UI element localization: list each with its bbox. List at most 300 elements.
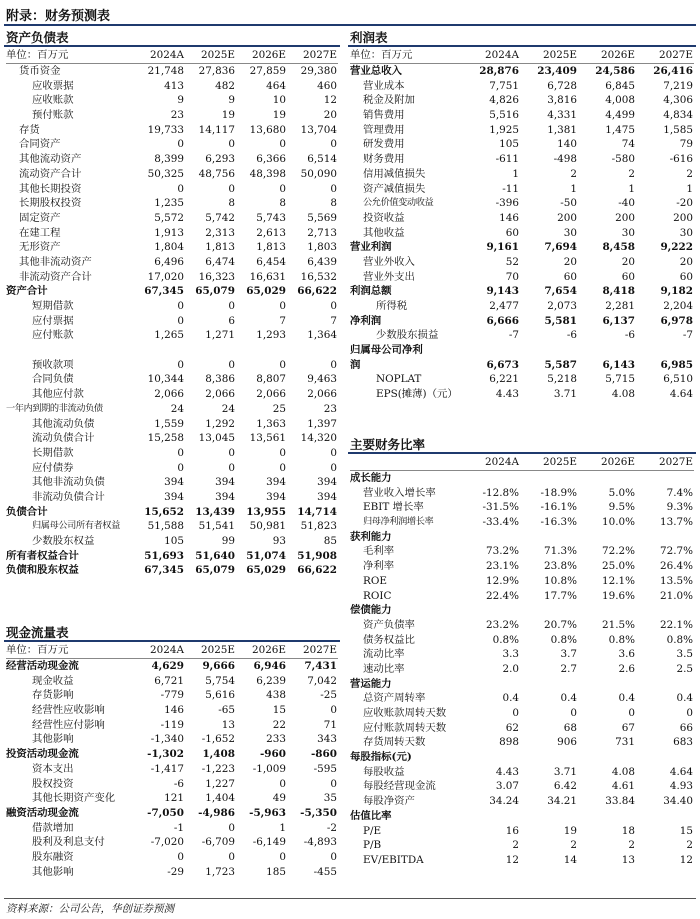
cell-value: 9,182	[660, 285, 693, 298]
table-row	[6, 806, 338, 821]
cell-value: 14,320	[300, 432, 337, 445]
cell-value: 14	[563, 853, 577, 866]
row-label: 每股净资产	[363, 795, 415, 808]
table-row	[6, 372, 338, 387]
cell-value: 66,622	[297, 564, 337, 577]
cell-value: -4,893	[303, 836, 337, 849]
cell-value: 67	[621, 721, 635, 734]
cell-value: -455	[313, 865, 337, 878]
year-header: 2027E	[287, 643, 338, 658]
cell-value: -4,986	[198, 806, 235, 819]
table-row	[350, 529, 694, 544]
cell-value: 19	[563, 824, 577, 837]
cell-value: 8,386	[205, 373, 235, 386]
cell-value	[578, 529, 636, 544]
cell-value: 67,345	[144, 285, 184, 298]
row-label: ROIC	[363, 589, 392, 602]
table-row	[350, 485, 694, 500]
cell-value: 1	[279, 821, 286, 834]
cell-value: 0	[177, 461, 184, 474]
cell-value: -1,417	[150, 762, 184, 775]
table-row	[6, 504, 338, 519]
cell-value: -1,302	[147, 748, 184, 761]
row-label: 存货影响	[32, 689, 74, 702]
table-row	[350, 269, 694, 284]
cell-value: 49	[272, 792, 286, 805]
header-row	[6, 643, 338, 658]
row-label: 流动负债合计	[32, 432, 95, 445]
cell-value: 0	[177, 358, 184, 371]
cell-value: 5,572	[154, 211, 184, 224]
cell-value: -29	[167, 865, 184, 878]
cell-value: 19	[221, 109, 235, 122]
row-label: 资产负债率	[363, 618, 415, 631]
cell-value: 0	[279, 138, 286, 151]
cell-value: 3.71	[553, 765, 577, 778]
cell-value: 71.3%	[543, 545, 577, 558]
table-row	[350, 853, 694, 868]
cell-value: 394	[266, 476, 286, 489]
cell-value: 1	[512, 167, 519, 180]
cell-value: 14,117	[198, 123, 235, 136]
cell-value	[636, 603, 694, 618]
cell-value: 51,074	[246, 549, 286, 562]
table-row	[6, 402, 338, 417]
cell-value	[578, 750, 636, 765]
cell-value	[462, 470, 520, 485]
cell-value	[520, 343, 578, 358]
year-header: 2025E	[520, 48, 578, 63]
cell-value: 13	[221, 718, 235, 731]
cell-value: 2	[570, 839, 577, 852]
cell-value: 200	[557, 211, 577, 224]
cell-value: 8,399	[154, 153, 184, 166]
table-row	[350, 284, 694, 299]
cell-value	[578, 809, 636, 824]
row-label: 营业成本	[363, 79, 405, 92]
cell-value: 9,143	[486, 285, 519, 298]
cell-value: 72.7%	[659, 545, 693, 558]
cell-value: -50	[560, 197, 577, 210]
cell-value: -616	[669, 153, 693, 166]
cell-value	[520, 750, 578, 765]
cell-value: 6,439	[307, 255, 337, 268]
row-label: 非流动资产合计	[19, 270, 92, 283]
cell-value: 233	[266, 733, 286, 746]
cell-value: 23.2%	[485, 618, 519, 631]
table-row	[350, 387, 694, 402]
cell-value: 4,834	[663, 109, 693, 122]
cell-value: 1,475	[605, 123, 635, 136]
table-row	[350, 706, 694, 721]
table-row	[350, 559, 694, 574]
cell-value: 0	[228, 446, 235, 459]
cell-value: 121	[164, 792, 184, 805]
table-row	[6, 791, 338, 806]
table-row	[350, 662, 694, 677]
cell-value: 2,066	[154, 388, 184, 401]
row-label: 销售费用	[363, 109, 405, 122]
cell-value: -119	[160, 718, 184, 731]
cell-value: 4.64	[669, 388, 693, 401]
cell-value: 1,585	[663, 123, 693, 136]
row-label: 预收款项	[32, 358, 74, 371]
table-row	[6, 776, 338, 791]
table-row	[350, 603, 694, 618]
year-header: 2024A	[134, 48, 185, 63]
cell-value: 8	[330, 197, 337, 210]
cell-value: -7	[682, 329, 693, 342]
table-row	[6, 416, 338, 431]
cell-value: 0	[279, 461, 286, 474]
table-row	[350, 299, 694, 314]
cell-value: 93	[272, 535, 286, 548]
cell-value: 9	[177, 94, 184, 107]
cell-value: 17.7%	[543, 589, 577, 602]
cell-value: 29,380	[300, 65, 337, 78]
cell-value: 23.1%	[485, 560, 519, 573]
row-label: 现金收益	[32, 674, 74, 687]
cell-value: 1,404	[205, 792, 235, 805]
table-row	[6, 211, 338, 226]
cell-value: 67,345	[144, 564, 184, 577]
row-label: 股权投资	[32, 777, 74, 790]
cell-value: 2,281	[605, 300, 635, 313]
cell-value: 1,813	[205, 241, 235, 254]
cell-value: 8,458	[602, 241, 635, 254]
cell-value: 1,363	[256, 417, 286, 430]
year-header: 2026E	[578, 48, 636, 63]
cell-value: 12	[679, 853, 693, 866]
cash-flow-table	[6, 643, 338, 879]
cell-value: 2	[628, 839, 635, 852]
cell-value: 6,293	[205, 153, 235, 166]
cell-value: 140	[557, 138, 577, 151]
row-label: 融资活动现金流	[6, 806, 79, 819]
year-header: 2025E	[520, 455, 578, 470]
table-row	[350, 764, 694, 779]
cell-value: 3.07	[495, 780, 519, 793]
cell-value	[236, 343, 287, 358]
cell-value	[462, 809, 520, 824]
cell-value: -1,652	[201, 733, 235, 746]
cell-value: 24	[170, 402, 184, 415]
cell-value	[462, 343, 520, 358]
cell-value: 3.3	[502, 648, 519, 661]
cell-value: 0	[177, 314, 184, 327]
cell-value	[578, 343, 636, 358]
cell-value: 7,694	[544, 241, 577, 254]
cell-value: 2,713	[307, 226, 337, 239]
cell-value: 1,813	[256, 241, 286, 254]
cell-value: 0	[177, 138, 184, 151]
row-label: 资产合计	[6, 285, 48, 298]
cell-value: 5,516	[489, 109, 519, 122]
cell-value: 2	[686, 167, 693, 180]
table-row	[6, 534, 338, 549]
cell-value: 6,985	[660, 358, 693, 371]
cell-value: 2,204	[663, 300, 693, 313]
row-label: 营运能力	[350, 677, 392, 690]
row-label: 非流动负债合计	[32, 490, 105, 503]
cell-value: 5,715	[605, 373, 635, 386]
cell-value: 10.8%	[543, 574, 577, 587]
cell-value: 9,161	[486, 241, 519, 254]
row-label: 信用减值损失	[363, 167, 426, 180]
cell-value	[287, 343, 338, 358]
row-label: 应收票据	[32, 79, 74, 92]
cell-value: 906	[557, 736, 577, 749]
cell-value: 4.93	[669, 780, 693, 793]
cell-value: 50,325	[147, 167, 184, 180]
cell-value: 34.21	[547, 795, 577, 808]
year-header: 2025E	[185, 643, 236, 658]
cell-value: 394	[266, 490, 286, 503]
cell-value: 51,823	[300, 520, 337, 533]
cell-value: 10.0%	[601, 516, 635, 529]
row-label: 债务权益比	[363, 633, 415, 646]
row-label: 所得税	[376, 300, 408, 313]
cell-value: 16	[505, 824, 519, 837]
cell-value: 13,680	[249, 123, 286, 136]
cell-value: 2,073	[547, 300, 577, 313]
cell-value: 9,463	[307, 373, 337, 386]
row-label: 润	[350, 358, 361, 371]
row-label: 应收账款周转天数	[363, 707, 447, 720]
row-label: 估值比率	[350, 809, 392, 822]
cell-value: 21.5%	[601, 618, 635, 631]
cell-value	[578, 676, 636, 691]
cell-value: -860	[310, 748, 337, 761]
cell-value: 27,836	[198, 65, 235, 78]
cell-value: -7	[508, 329, 519, 342]
cell-value: 482	[215, 79, 235, 92]
cell-value: 2	[686, 839, 693, 852]
cell-value: 1,559	[154, 417, 184, 430]
cell-value: 4,499	[605, 109, 635, 122]
cell-value: 70	[505, 270, 519, 283]
row-label: 固定资产	[19, 211, 61, 224]
cell-value: 24,586	[595, 65, 635, 78]
table-row	[6, 490, 338, 505]
cell-value: 6,666	[486, 314, 519, 327]
row-label: 少数股东损益	[376, 329, 439, 342]
cell-value	[636, 529, 694, 544]
cell-value: 21.0%	[659, 589, 693, 602]
cell-value: 105	[164, 535, 184, 548]
cell-value: 21,748	[147, 65, 184, 78]
table-row	[350, 515, 694, 530]
cell-value: 60	[563, 270, 577, 283]
cell-value: 0.4	[618, 692, 635, 705]
table-row	[350, 647, 694, 662]
cell-value: 6,721	[154, 674, 184, 687]
balance-sheet-divider	[4, 45, 340, 47]
ratios-title: 主要财务比率	[350, 437, 426, 452]
cell-value: 898	[499, 736, 519, 749]
cell-value: 394	[317, 476, 337, 489]
row-label: 流动资产合计	[19, 167, 82, 180]
year-header: 2024A	[462, 455, 520, 470]
cell-value: 185	[266, 865, 286, 878]
year-header: 2024A	[462, 48, 520, 63]
table-row	[6, 835, 338, 850]
cell-value: 51,541	[198, 520, 235, 533]
table-row	[6, 181, 338, 196]
cell-value: 99	[221, 535, 235, 548]
row-label: 获利能力	[350, 530, 392, 543]
table-row	[350, 93, 694, 108]
cell-value: 4.64	[669, 765, 693, 778]
cell-value: 5,743	[256, 211, 286, 224]
table-row	[6, 284, 338, 299]
cell-value: -6	[624, 329, 635, 342]
cell-value: 62	[505, 721, 519, 734]
cell-value: 200	[615, 211, 635, 224]
row-label: EBIT 增长率	[363, 501, 424, 514]
cell-value: 20	[621, 255, 635, 268]
table-row	[6, 357, 338, 372]
table-row	[6, 225, 338, 240]
cell-value: -16.3%	[540, 516, 577, 529]
cell-value: 8,418	[602, 285, 635, 298]
cell-value: 28,876	[479, 65, 519, 78]
cell-value: -580	[611, 153, 635, 166]
cell-value: -6	[566, 329, 577, 342]
cell-value: 7.4%	[666, 486, 693, 499]
row-label: NOPLAT	[376, 373, 422, 386]
cell-value: -1	[173, 821, 184, 834]
cell-value: 0	[330, 358, 337, 371]
row-label: 营业外收入	[363, 255, 415, 268]
row-label: 投资活动现金流	[6, 748, 79, 761]
cash-flow-title: 现金流量表	[6, 625, 69, 640]
row-label: 研发费用	[363, 138, 405, 151]
table-row	[6, 269, 338, 284]
row-label: 长期借款	[32, 446, 74, 459]
cell-value: 19.6%	[601, 589, 635, 602]
cell-value: 51,908	[297, 549, 337, 562]
table-row	[350, 735, 694, 750]
table-row	[350, 108, 694, 123]
cell-value: 15	[272, 704, 286, 717]
cell-value: 7,654	[544, 285, 577, 298]
cell-value: 25.0%	[601, 560, 635, 573]
cell-value: 5.0%	[608, 486, 635, 499]
cell-value: 60	[679, 270, 693, 283]
income-statement-divider	[348, 45, 696, 47]
cell-value: 146	[164, 704, 184, 717]
cell-value	[520, 529, 578, 544]
cell-value: 23	[323, 402, 337, 415]
cell-value: 22	[272, 718, 286, 731]
cell-value: 2.6	[618, 662, 635, 675]
row-label: 应收账款	[32, 94, 74, 107]
row-label: 其他收益	[363, 226, 405, 239]
cell-value: 1,271	[205, 329, 235, 342]
cell-value: 394	[215, 490, 235, 503]
cell-value: -2	[326, 821, 337, 834]
row-label: 净利率	[363, 560, 395, 573]
table-row	[6, 93, 338, 108]
row-label: 经营性应付影响	[32, 718, 105, 731]
cell-value: 8	[279, 197, 286, 210]
row-label	[6, 343, 134, 358]
table-row	[6, 343, 338, 358]
cell-value: 0	[686, 707, 693, 720]
cell-value: 9	[228, 94, 235, 107]
cell-value: -5,963	[249, 806, 286, 819]
row-label: 归属母公司净利	[350, 344, 423, 357]
cell-value	[636, 470, 694, 485]
cell-value: 71	[323, 718, 337, 731]
cell-value: 50,090	[300, 167, 337, 180]
table-row	[350, 328, 694, 343]
cell-value: 438	[266, 689, 286, 702]
cell-value: 1,364	[307, 329, 337, 342]
table-row	[6, 387, 338, 402]
table-row	[350, 574, 694, 589]
cell-value: 1,913	[154, 226, 184, 239]
cell-value: -20	[676, 197, 693, 210]
table-row	[350, 691, 694, 706]
row-label: 其他影响	[32, 865, 74, 878]
table-row	[6, 446, 338, 461]
cell-value: -1,009	[252, 762, 286, 775]
cell-value: 12	[323, 94, 337, 107]
cell-value: 6,143	[602, 358, 635, 371]
cell-value: 26.4%	[659, 560, 693, 573]
cell-value: 20.7%	[543, 618, 577, 631]
cell-value: 23	[170, 109, 184, 122]
row-label: 长期股权投资	[19, 197, 82, 210]
cell-value: 0	[228, 461, 235, 474]
cell-value: 6,221	[489, 373, 519, 386]
row-label: EPS(摊薄)（元）	[376, 388, 458, 401]
cell-value: 0	[177, 850, 184, 863]
row-label: 存货	[19, 123, 40, 136]
row-label: 一年内到期的非流动负债	[6, 402, 103, 414]
table-row	[350, 196, 694, 211]
row-label: 经营活动现金流	[6, 660, 79, 673]
cell-value: 18	[621, 824, 635, 837]
cell-value: 2.7	[560, 662, 577, 675]
row-label: 净利润	[350, 314, 382, 327]
table-row	[6, 240, 338, 255]
table-row	[350, 720, 694, 735]
cell-value: 9.3%	[666, 501, 693, 514]
cell-value: 0	[279, 850, 286, 863]
cell-value: 65,029	[246, 564, 286, 577]
cell-value: 3,816	[547, 94, 577, 107]
cell-value: 1,227	[205, 777, 235, 790]
cell-value: 1	[686, 182, 693, 195]
cell-value: -12.8%	[482, 486, 519, 499]
row-label: 资本支出	[32, 762, 74, 775]
cell-value: 14,714	[297, 505, 337, 518]
row-label: 归属母公司所有者权益	[32, 520, 120, 532]
row-label: 其他非流动资产	[19, 255, 92, 268]
cell-value: 0	[279, 446, 286, 459]
cell-value: 2	[512, 839, 519, 852]
cell-value: 17,020	[147, 270, 184, 283]
row-label: 其他应付款	[32, 388, 84, 401]
row-label: 营业收入增长率	[363, 486, 436, 499]
cell-value: 16,631	[249, 270, 286, 283]
cell-value: -779	[160, 689, 184, 702]
cell-value: 19,733	[147, 123, 184, 136]
cell-value: 6,845	[605, 79, 635, 92]
